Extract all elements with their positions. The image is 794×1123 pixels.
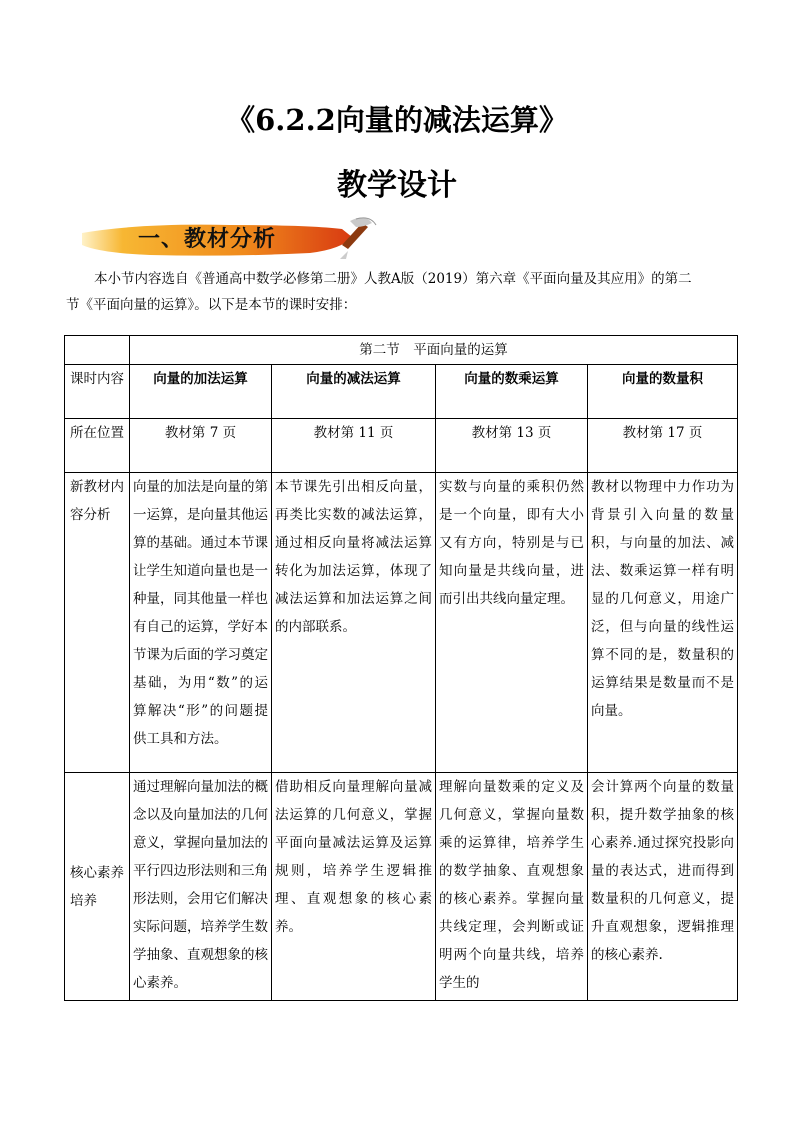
table-row xyxy=(65,773,738,1001)
literacy-cell: 借助相反向量理解向量减法运算的几何意义，掌握平面向量减法运算及运算规则，培养学生逻辑推理、直观想象的核心素养。 xyxy=(272,773,436,1001)
document-subtitle: 教学设计 xyxy=(337,168,457,203)
analysis-cell: 教材以物理中力作功为背景引入向量的数量积，与向量的加法、减法、数乘运算一样有明显的几何意义，用途广泛，但与向量的线性运算不同的是，数量积的运算结果是数量而不是向量。 xyxy=(588,473,738,773)
table-corner-cell xyxy=(65,336,130,365)
literacy-cell: 通过理解向量加法的概念以及向量加法的几何意义，掌握向量加法的平行四边形法则和三角形法则，会用它们解决实际问题，培养学生数学抽象、直观想象的核心素养。 xyxy=(130,773,272,1001)
row-label-literacy: 核心素养培养 xyxy=(65,773,130,1001)
lesson-schedule-table xyxy=(64,335,738,1001)
table-section-header: 第二节 平面向量的运算 xyxy=(130,336,738,365)
table-header-row xyxy=(65,336,738,365)
section-heading: 一、教材分析 xyxy=(138,227,277,252)
section-banner xyxy=(80,215,380,263)
table-row xyxy=(65,365,738,419)
row-label-position: 所在位置 xyxy=(65,419,130,473)
column-header: 向量的加法运算 xyxy=(130,365,272,419)
row-label-lesson: 课时内容 xyxy=(65,365,130,419)
document-title: 《6.2.2向量的减法运算》 xyxy=(226,103,568,137)
intro-paragraph-line2: 节《平面向量的运算》。以下是本节的课时安排： xyxy=(66,297,357,313)
table-row xyxy=(65,419,738,473)
table-row xyxy=(65,473,738,773)
analysis-cell: 实数与向量的乘积仍然是一个向量，即有大小又有方向，特别是与已知向量是共线向量，进而引出共线向量定理。 xyxy=(436,473,588,773)
column-header: 向量的减法运算 xyxy=(272,365,436,419)
page-cell: 教材第 13 页 xyxy=(436,419,588,473)
literacy-cell: 会计算两个向量的数量积，提升数学抽象的核心素养.通过探究投影向量的表达式，进而得到数量积的几何意义，提升直观想象，逻辑推理的核心素养. xyxy=(588,773,738,1001)
column-header: 向量的数量积 xyxy=(588,365,738,419)
row-label-analysis: 新教材内容分析 xyxy=(65,473,130,773)
analysis-cell: 本节课先引出相反向量，再类比实数的减法运算，通过相反向量将减法运算转化为加法运算，体现了减法运算和加法运算之间的内部联系。 xyxy=(272,473,436,773)
page-cell: 教材第 7 页 xyxy=(130,419,272,473)
column-header: 向量的数乘运算 xyxy=(436,365,588,419)
literacy-cell: 理解向量数乘的定义及几何意义，掌握向量数乘的运算律，培养学生的数学抽象、直观想象的核心素养。掌握向量共线定理，会判断或证明两个向量共线，培养学生的 xyxy=(436,773,588,1001)
page-cell: 教材第 17 页 xyxy=(588,419,738,473)
intro-paragraph-line1: 本小节内容选自《普通高中数学必修第二册》人教A版（2019）第六章《平面向量及其应用》的第二 xyxy=(94,271,692,287)
analysis-cell: 向量的加法是向量的第一运算，是向量其他运算的基础。通过本节课让学生知道向量也是一种量，同其他量一样也有自己的运算，学好本节课为后面的学习奠定基础，为用“数”的运算解决“形”的问题提供工具和方法。 xyxy=(130,473,272,773)
page-cell: 教材第 11 页 xyxy=(272,419,436,473)
